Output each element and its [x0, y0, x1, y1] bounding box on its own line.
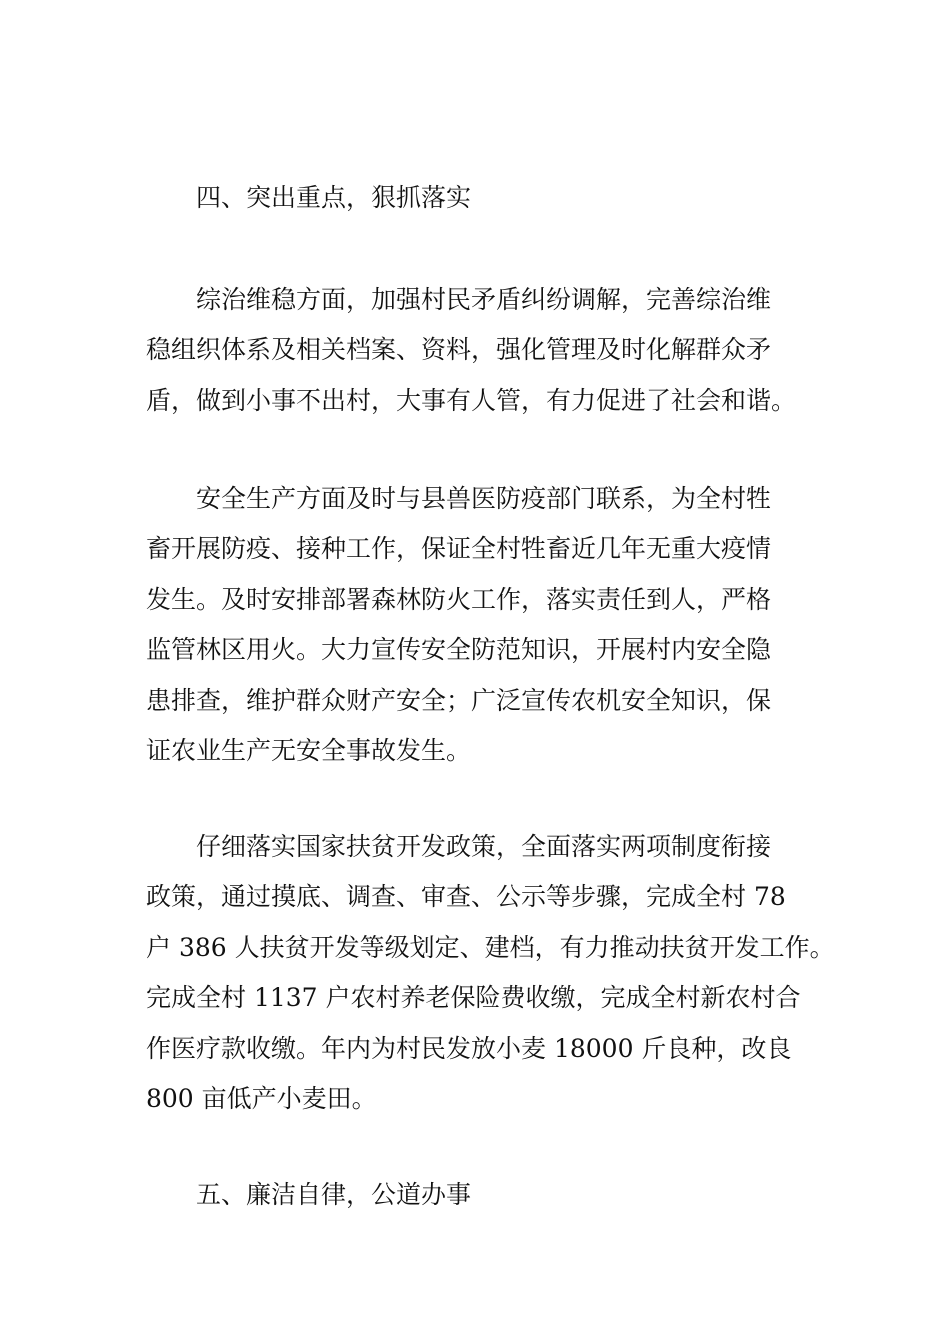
paragraph-line: 户 386 人扶贫开发等级划定、建档，有力推动扶贫开发工作。	[146, 932, 835, 962]
paragraph-line: 作医疗款收缴。年内为村民发放小麦 18000 斤良种，改良	[146, 1033, 792, 1063]
paragraph-line: 畜开展防疫、接种工作，保证全村牲畜近几年无重大疫情	[146, 534, 772, 564]
paragraph-line: 完成全村 1137 户农村养老保险费收缴，完成全村新农村合	[146, 983, 801, 1013]
paragraph-line: 安全生产方面及时与县兽医防疫部门联系，为全村牲	[196, 484, 772, 513]
section-heading-5: 五、廉洁自律，公道办事	[196, 1180, 472, 1209]
paragraph-line: 盾，做到小事不出村，大事有人管，有力促进了社会和谐。	[146, 385, 797, 415]
paragraph-line: 800 亩低产小麦田。	[146, 1083, 377, 1113]
paragraph-line: 政策，通过摸底、调查、审查、公示等步骤，完成全村 78	[146, 882, 786, 912]
paragraph-line: 监管林区用火。大力宣传安全防范知识，开展村内安全隐	[146, 635, 772, 665]
section-heading-4: 四、突出重点，狠抓落实	[196, 183, 472, 212]
paragraph-line: 患排查，维护群众财产安全；广泛宣传农机安全知识，保	[146, 685, 772, 715]
paragraph-line: 发生。及时安排部署森林防火工作，落实责任到人，严格	[146, 584, 772, 614]
paragraph-line: 证农业生产无安全事故发生。	[146, 735, 472, 765]
paragraph-safety	[146, 474, 826, 776]
paragraph-line: 仔细落实国家扶贫开发政策，全面落实两项制度衔接	[196, 832, 772, 861]
paragraph-stability	[146, 275, 826, 426]
paragraph-poverty-relief	[146, 822, 835, 1124]
paragraph-line: 稳组织体系及相关档案、资料，强化管理及时化解群众矛	[146, 335, 772, 365]
paragraph-line: 综治维稳方面，加强村民矛盾纠纷调解，完善综治维	[196, 285, 772, 314]
